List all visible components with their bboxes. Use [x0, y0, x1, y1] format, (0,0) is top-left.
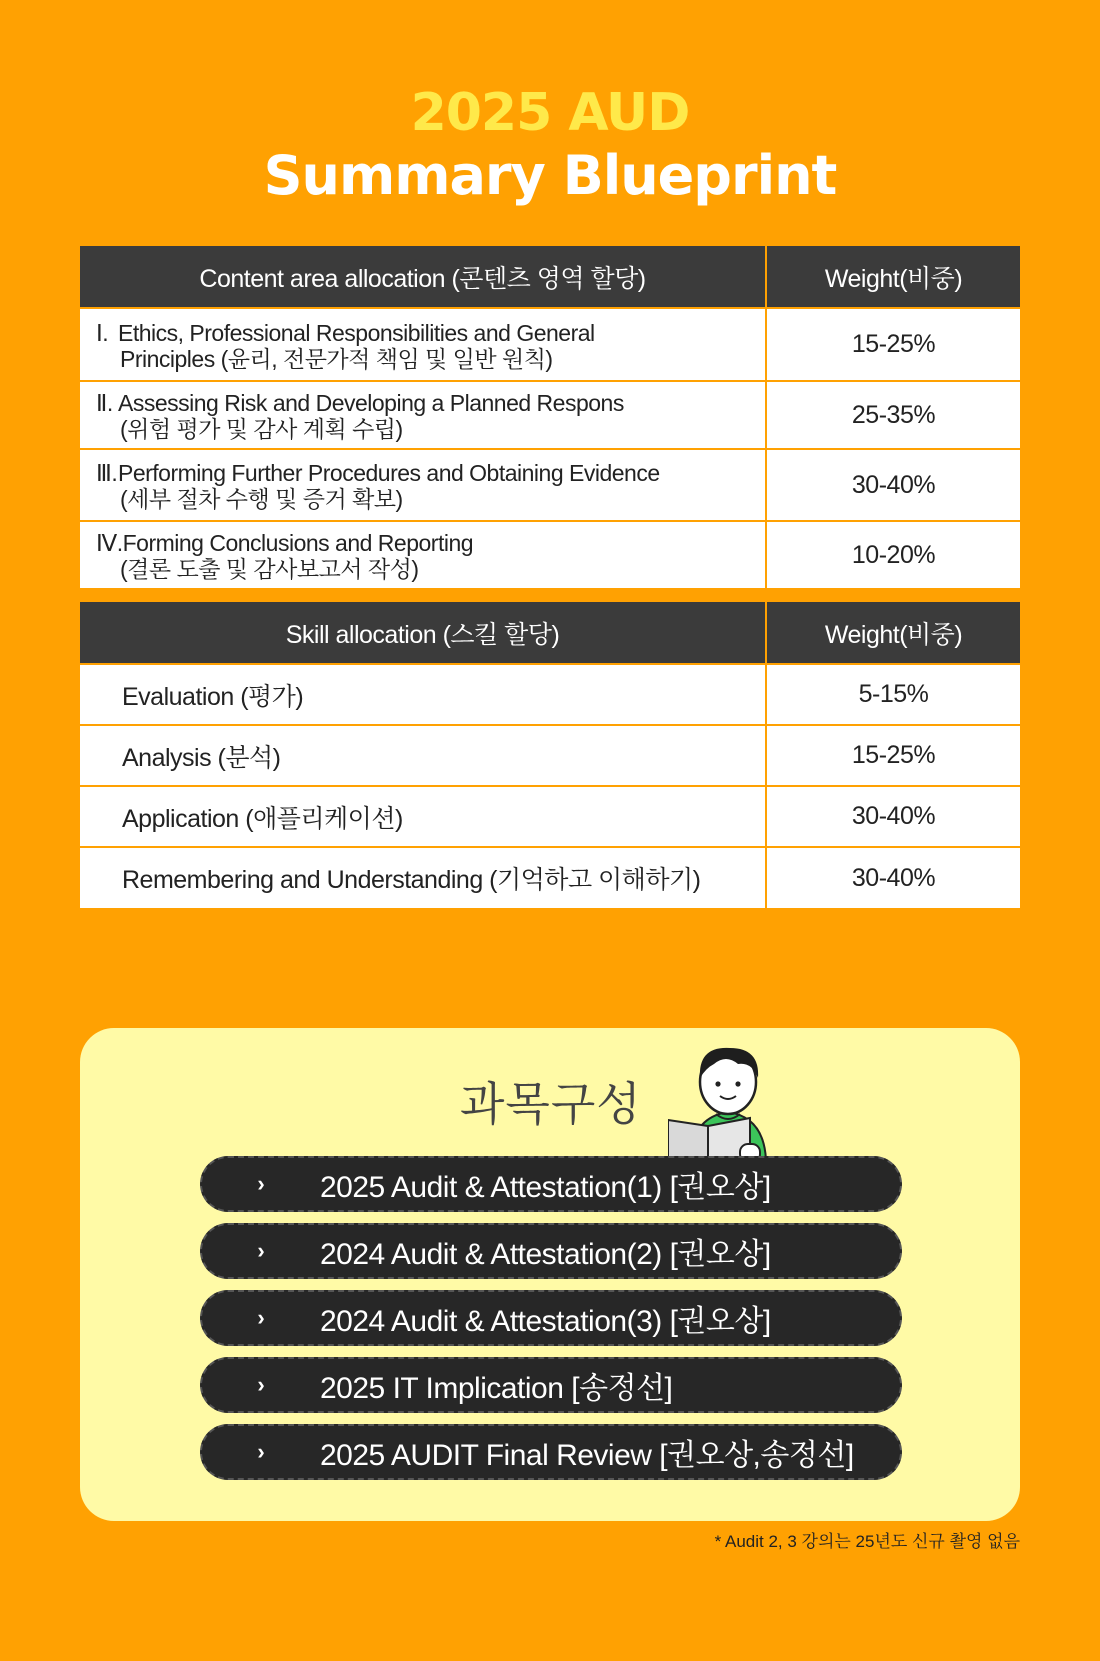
weight-cell: 15-25% — [766, 308, 1020, 381]
course-item[interactable] — [200, 1290, 902, 1346]
skill-cell: Application (애플리케이션) — [80, 786, 766, 847]
weight-cell: 30-40% — [766, 847, 1020, 908]
area-title: Ethics, Professional Responsibilities and General — [118, 319, 595, 346]
course-label: 2025 IT Implication [송정선] — [320, 1372, 673, 1405]
course-item[interactable] — [200, 1357, 902, 1413]
area-title: Assessing Risk and Developing a Planned Respons — [118, 390, 624, 416]
weight-cell: 10-20% — [766, 521, 1020, 588]
courses-panel — [80, 1028, 1020, 1521]
content-area-table — [80, 246, 1020, 588]
weight-cell: 30-40% — [766, 786, 1020, 847]
course-label: 2024 Audit & Attestation(3) [권오상] — [320, 1305, 771, 1338]
course-item[interactable] — [200, 1424, 902, 1480]
area-title: Forming Conclusions and Reporting — [122, 530, 474, 556]
table-row — [80, 725, 1020, 786]
roman-numeral: Ⅳ. — [96, 530, 123, 556]
table-row — [80, 381, 1020, 449]
table-row — [80, 664, 1020, 725]
skill-cell: Evaluation (평가) — [80, 664, 766, 725]
footnote: * Audit 2, 3 강의는 25년도 신규 촬영 없음 — [714, 1532, 1020, 1551]
courses-title: 과목구성 — [460, 1078, 642, 1130]
roman-numeral: Ⅱ. — [96, 390, 113, 416]
person-reading-icon — [668, 1040, 788, 1170]
course-label: 2025 AUDIT Final Review [권오상,송정선] — [320, 1439, 854, 1472]
weight-cell: 15-25% — [766, 725, 1020, 786]
area-title: Performing Further Procedures and Obtaining Evidence — [118, 460, 660, 486]
chevron-right-icon: › — [257, 1305, 265, 1330]
content-area-cell — [80, 381, 766, 449]
course-item[interactable] — [200, 1223, 902, 1279]
course-item[interactable] — [200, 1156, 902, 1212]
chevron-right-icon: › — [257, 1171, 265, 1196]
content-area-cell — [80, 449, 766, 521]
chevron-right-icon: › — [257, 1439, 265, 1464]
course-label: 2024 Audit & Attestation(2) [권오상] — [320, 1238, 771, 1271]
title-year: 2025 AUD — [410, 83, 690, 143]
skill-header: Skill allocation (스킬 할당) — [80, 602, 766, 664]
weight-cell: 30-40% — [766, 449, 1020, 521]
area-subtitle: Principles (윤리, 전문가적 책임 및 일반 원칙) — [120, 345, 553, 372]
content-area-cell — [80, 521, 766, 588]
content-area-header: Content area allocation (콘텐츠 영역 할당) — [80, 246, 766, 308]
table-row — [80, 449, 1020, 521]
area-subtitle: (결론 도출 및 감사보고서 작성) — [120, 556, 419, 582]
table-row — [80, 786, 1020, 847]
title-main: Summary Blueprint — [263, 144, 837, 207]
page-title — [0, 82, 1100, 208]
chevron-right-icon: › — [257, 1238, 265, 1263]
roman-numeral: Ⅰ. — [96, 319, 109, 346]
table-row — [80, 308, 1020, 381]
course-label: 2025 Audit & Attestation(1) [권오상] — [320, 1171, 771, 1204]
weight-header: Weight(비중) — [766, 602, 1020, 664]
weight-header: Weight(비중) — [766, 246, 1020, 308]
weight-cell: 5-15% — [766, 664, 1020, 725]
skill-cell: Analysis (분석) — [80, 725, 766, 786]
table-row — [80, 847, 1020, 908]
table-row — [80, 521, 1020, 588]
area-subtitle: (위험 평가 및 감사 계획 수립) — [120, 416, 403, 442]
skill-cell: Remembering and Understanding (기억하고 이해하기) — [80, 847, 766, 908]
content-area-cell — [80, 308, 766, 381]
chevron-right-icon: › — [257, 1372, 265, 1397]
weight-cell: 25-35% — [766, 381, 1020, 449]
roman-numeral: Ⅲ. — [96, 460, 118, 486]
area-subtitle: (세부 절차 수행 및 증거 확보) — [120, 486, 403, 512]
skill-allocation-table — [80, 602, 1020, 908]
